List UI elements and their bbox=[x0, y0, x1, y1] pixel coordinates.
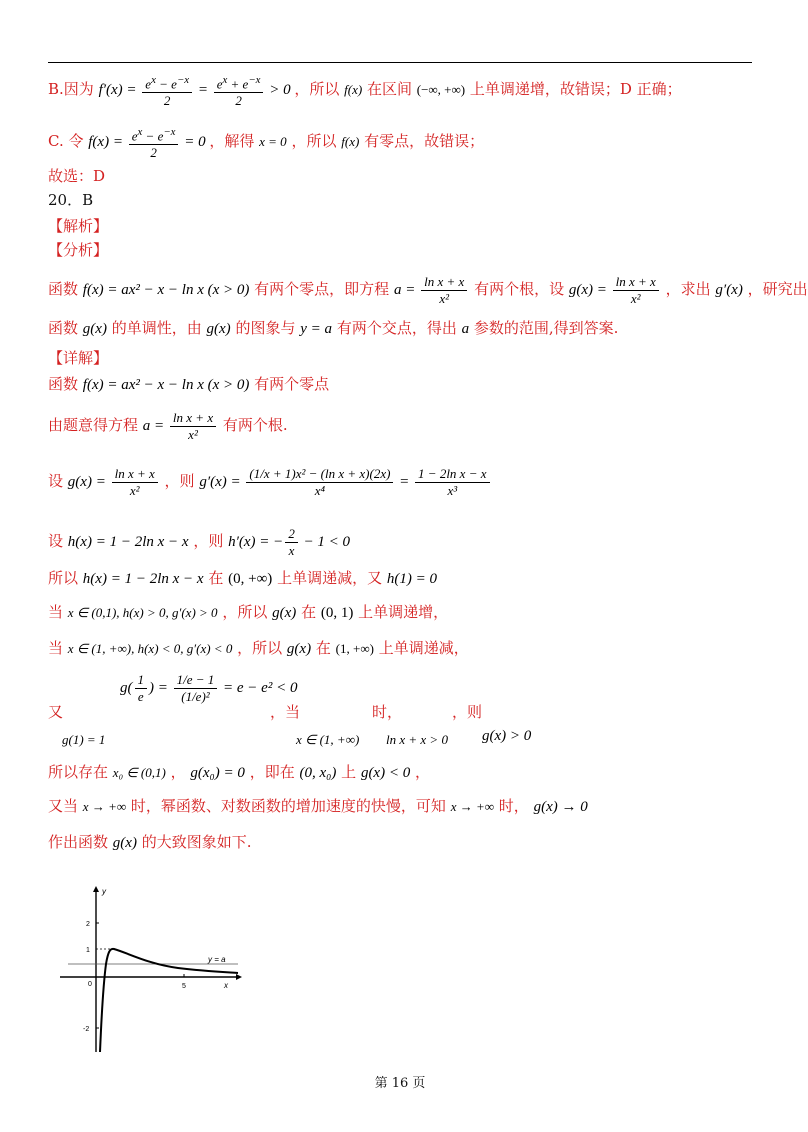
x-axis-arrow bbox=[236, 974, 242, 980]
top-rule bbox=[48, 62, 752, 63]
heading-jiexi: 【解析】 bbox=[48, 217, 109, 235]
choose-line: 故选：D bbox=[48, 167, 106, 185]
detail-line-9: 所以存在 x₀ ∈ (0,1) ， g(x₀) = 0 ，即在 (0, x₀) 上 g(x) < 0 ， bbox=[48, 763, 431, 781]
detail-line-1: 函数 f(x) = ax² − x − ln x (x > 0) 有两个零点 bbox=[48, 375, 330, 393]
detail-line-7: 当 x ∈ (1, +∞), h(x) < 0, g′(x) < 0 ，所以 g(x) 在 (1, +∞) 上单调递减， bbox=[48, 639, 469, 657]
b-prefix: B.因为 bbox=[48, 80, 94, 99]
analysis-line-2: 函数 g(x) 的单调性，由 g(x) 的图象与 y = a 有两个交点，得出 a 参数的范围,得到答案. bbox=[48, 319, 619, 337]
detail-line-3: 设 g(x) = $\frac{\text{ln x + x}}{\text{x²}}$ ，则 g′(x) = $\frac{\text{(1/x + 1)x² − (ln x + x)(2x)}}{\text{x⁴}}$ = $\frac{\text{1 − 2ln x − x}}{\text{x³}}$ bbox=[48, 466, 492, 499]
detail-line-10: 又当 x → +∞ 时，幂函数、对数函数的增加速度的快慢，可知 x → +∞ 时， g(x) → 0 bbox=[48, 797, 588, 815]
detail-line-8-prefix: 又 bbox=[48, 703, 64, 721]
page-footer: 第 16 页 bbox=[374, 1076, 426, 1091]
heading-fenxi: 【分析】 bbox=[48, 241, 109, 259]
detail-g1: g(1) = 1 bbox=[62, 732, 106, 747]
c-formula: f(x) = $\frac{e^x - e^{-x}}{2}$ = 0 bbox=[88, 126, 210, 161]
question-number: 20．B bbox=[48, 191, 94, 209]
tick-x-5: 5 bbox=[182, 983, 186, 990]
y-axis-arrow bbox=[93, 886, 99, 892]
tick-x-0: 0 bbox=[88, 981, 92, 988]
detail-g-inv-e: g( $\frac{1}{e}$ ) = $\frac{1/e - 1}{\text{(1/e)²}}$ = e − e² < 0 bbox=[120, 672, 298, 704]
tick-y-2: 2 bbox=[86, 921, 90, 928]
line-b: B.因为 f′(x) = $\frac{e^x - e^{-x}}{2}$ = $\frac{e^x + e^{-x}}{2}$ > 0 ，所以 f(x) 在区间 (−∞, +∞) 上单调递增，故错误；D 正确； bbox=[48, 74, 682, 109]
tick-y-m2: -2 bbox=[83, 1026, 90, 1033]
line-y-a-label: y = a bbox=[208, 955, 226, 964]
heading-xiangjie: 【详解】 bbox=[48, 349, 109, 367]
x-label: x bbox=[224, 981, 228, 990]
function-graph bbox=[58, 884, 258, 1054]
line-c: C. 令 f(x) = $\frac{e^x - e^{-x}}{2}$ = 0 ，解得 x = 0 ，所以 f(x) 有零点，故错误； bbox=[48, 126, 485, 161]
tick-y-1: 1 bbox=[86, 947, 90, 954]
detail-line-4: 设 h(x) = 1 − 2ln x − x ，则 h′(x) = − $\frac{2}{x}$ − 1 < 0 bbox=[48, 526, 351, 558]
detail-line-6: 当 x ∈ (0,1), h(x) > 0, g′(x) > 0 ，所以 g(x) 在 (0, 1) 上单调递增， bbox=[48, 603, 449, 621]
y-label: y bbox=[102, 887, 106, 896]
detail-line-5: 所以 h(x) = 1 − 2ln x − x 在 (0, +∞) 上单调递减，又 h(1) = 0 bbox=[48, 569, 437, 587]
detail-line-2: 由题意得方程 a = $\frac{\text{ln x + x}}{\text{x²}}$ 有两个根. bbox=[48, 410, 288, 442]
b-formula: f′(x) = $\frac{e^x - e^{-x}}{2}$ = $\frac{e^x + e^{-x}}{2}$ > 0 bbox=[98, 74, 295, 109]
detail-line-11: 作出函数 g(x) 的大致图象如下. bbox=[48, 833, 252, 851]
analysis-line-1: 函数 f(x) = ax² − x − ln x (x > 0) 有两个零点，即方程 a = $\frac{\text{ln x + x}}{\text{x²}}$ 有两个根，设 g(x) = $\frac{\text{ln x + x}}{\text{x²}}$ ，求出 g′(x) ，研究出 bbox=[48, 274, 808, 306]
